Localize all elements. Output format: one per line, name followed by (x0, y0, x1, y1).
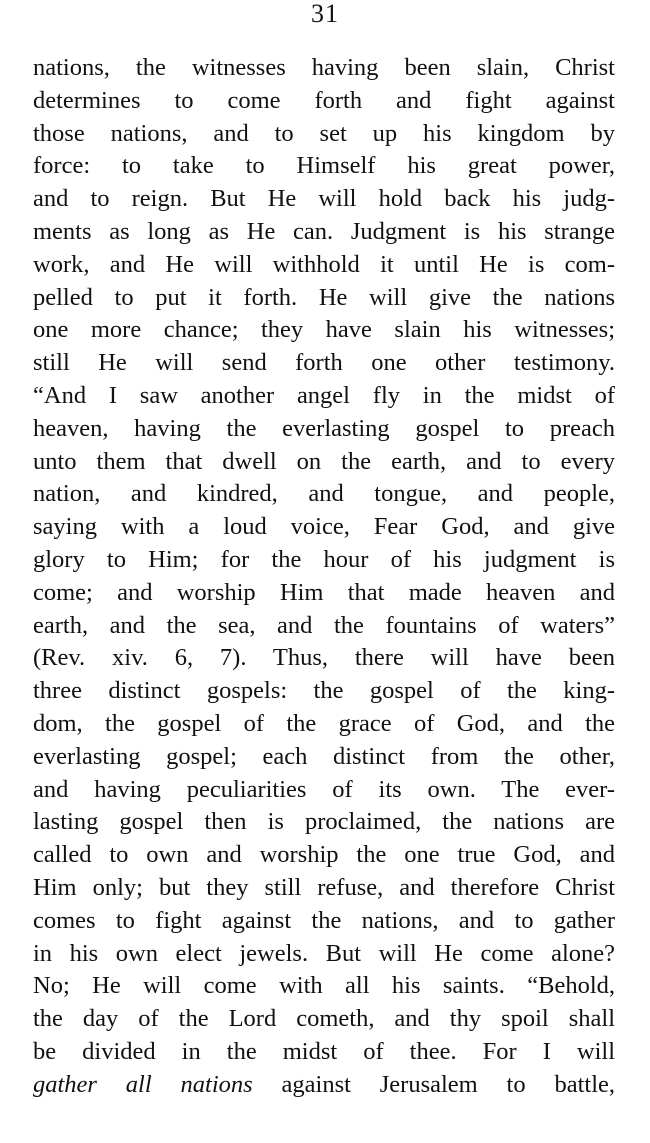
text-line: the day of the Lord cometh, and thy spoil shall (33, 1005, 615, 1033)
text-line: nation, and kindred, and tongue, and people, (33, 480, 615, 508)
text-line: lasting gospel then is proclaimed, the nations are (33, 808, 615, 836)
text-line-final (33, 1069, 615, 1102)
text-line: comes to fight against the nations, and to gather (33, 906, 615, 934)
text-line: pelled to put it forth. He will give the nations (33, 283, 615, 311)
text-line: heaven, having the everlasting gospel to preach (33, 414, 615, 442)
body-text (33, 52, 615, 1102)
text-line: dom, the gospel of the grace of God, and the (33, 709, 615, 737)
text-line: one more chance; they have slain his witnesses; (33, 316, 615, 344)
text-line: saying with a loud voice, Fear God, and give (33, 513, 615, 541)
text-line: still He will send forth one other testimony. (33, 349, 615, 377)
final-line-rest: against Jerusalem to battle, (252, 1070, 615, 1098)
text-line: in his own elect jewels. But will He come alone? (33, 939, 615, 967)
text-line: called to own and worship the one true God, and (33, 841, 615, 869)
text-line: work, and He will withhold it until He is com- (33, 250, 615, 278)
text-line: ments as long as He can. Judgment is his strange (33, 217, 615, 245)
text-line: and having peculiarities of its own. The ever- (33, 775, 615, 803)
text-line: earth, and the sea, and the fountains of waters” (33, 611, 615, 639)
text-line: everlasting gospel; each distinct from the other, (33, 742, 615, 770)
text-line: three distinct gospels: the gospel of the king- (33, 677, 615, 705)
text-line: “And I saw another angel fly in the midst of (33, 381, 615, 409)
text-line: (Rev. xiv. 6, 7). Thus, there will have been (33, 644, 615, 672)
text-line: come; and worship Him that made heaven and (33, 578, 615, 606)
text-line: nations, the witnesses having been slain, Christ (33, 54, 615, 81)
text-line: force: to take to Himself his great power, (33, 152, 615, 180)
text-line: Him only; but they still refuse, and therefore Christ (33, 873, 615, 901)
page-number: 31 (311, 0, 339, 28)
text-line: unto them that dwell on the earth, and to every (33, 447, 615, 475)
italic-emphasis: gather all nations (33, 1070, 253, 1098)
text-line: be divided in the midst of thee. For I will (33, 1037, 615, 1065)
text-line: glory to Him; for the hour of his judgment is (33, 545, 615, 573)
text-line: No; He will come with all his saints. “Behold, (33, 972, 615, 1000)
text-line: those nations, and to set up his kingdom by (33, 119, 615, 147)
text-line: and to reign. But He will hold back his judg- (33, 185, 615, 213)
text-line: determines to come forth and fight against (33, 86, 615, 114)
